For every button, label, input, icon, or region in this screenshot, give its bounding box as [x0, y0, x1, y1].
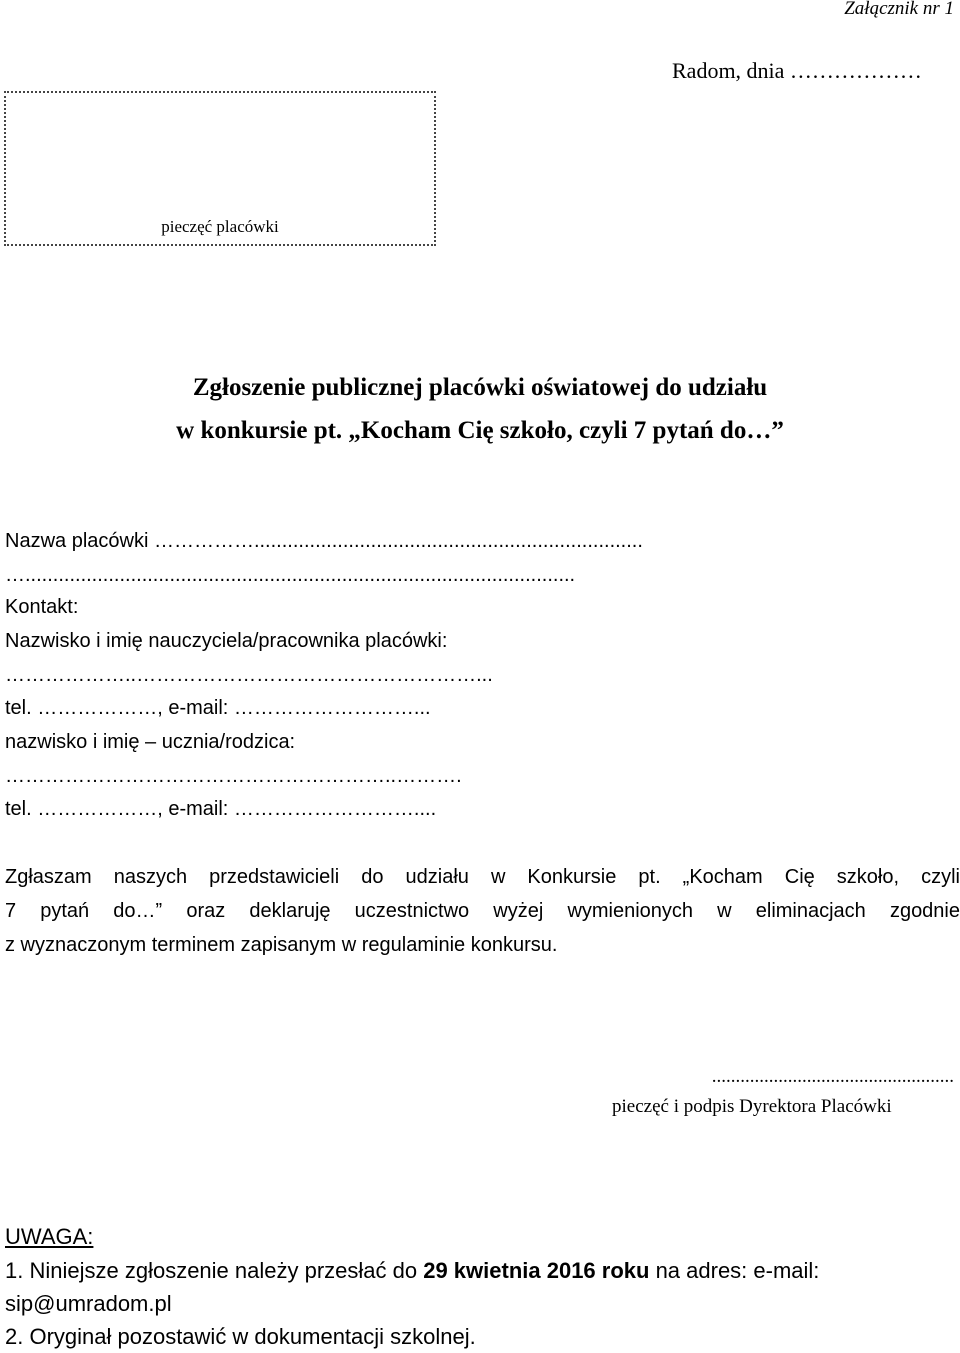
stamp-box [4, 91, 436, 246]
student-name-field: …………………………………………………..………. [5, 765, 462, 787]
form-title-line-1: Zgłoszenie publicznej placówki oświatowej do udziału [192, 374, 768, 401]
declaration-line-2: 7 pytań do…” oraz deklaruję uczestnictwo wyżej wymienionych w eliminacjach zgodnie [5, 900, 960, 922]
institution-name-continuation: …................................................................................................... [5, 564, 576, 586]
note-item-1-prefix: 1. Niniejsze zgłoszenie należy przesłać do [5, 1258, 424, 1283]
declaration-paragraph [5, 860, 960, 962]
institution-name-field: Nazwa placówki ……………...................................................................... [5, 530, 643, 552]
note-item-1 [5, 1258, 819, 1284]
signature-label: pieczęć i podpis Dyrektora Placówki [612, 1096, 892, 1117]
declaration-line-1: Zgłaszam naszych przedstawicieli do udziału w Konkursie pt. „Kocham Cię szkoło, czyli [5, 866, 960, 888]
note-item-1-deadline: 29 kwietnia 2016 roku [423, 1258, 650, 1283]
teacher-contact-field: tel. ………………, e-mail: ………………………... [5, 697, 431, 719]
declaration-line-3: z wyznaczonym terminem zapisanym w regulaminie konkursu. [5, 934, 558, 956]
teacher-name-field: ………………..……………………………………………... [5, 664, 493, 686]
teacher-name-label: Nazwisko i imię nauczyciela/pracownika placówki: [5, 630, 448, 652]
attachment-number: Załącznik nr 1 [844, 0, 954, 19]
signature-line: ................................................... [711, 1066, 954, 1087]
notes-heading: UWAGA: [5, 1224, 94, 1249]
stamp-label: pieczęć placówki [161, 217, 279, 236]
note-item-1-email: sip@umradom.pl [5, 1291, 172, 1316]
note-item-1-suffix: na adres: e-mail: [649, 1258, 820, 1283]
contact-heading: Kontakt: [5, 596, 79, 618]
date-line: Radom, dnia ……………… [672, 58, 922, 83]
student-contact-field: tel. ………………, e-mail: ……………………….... [5, 798, 437, 820]
note-item-2: 2. Oryginał pozostawić w dokumentacji szkolnej. [5, 1324, 476, 1349]
student-name-label: nazwisko i imię – ucznia/rodzica: [5, 731, 296, 753]
form-title-line-2: w konkursie pt. „Kocham Cię szkoło, czyli 7 pytań do…” [176, 417, 784, 444]
